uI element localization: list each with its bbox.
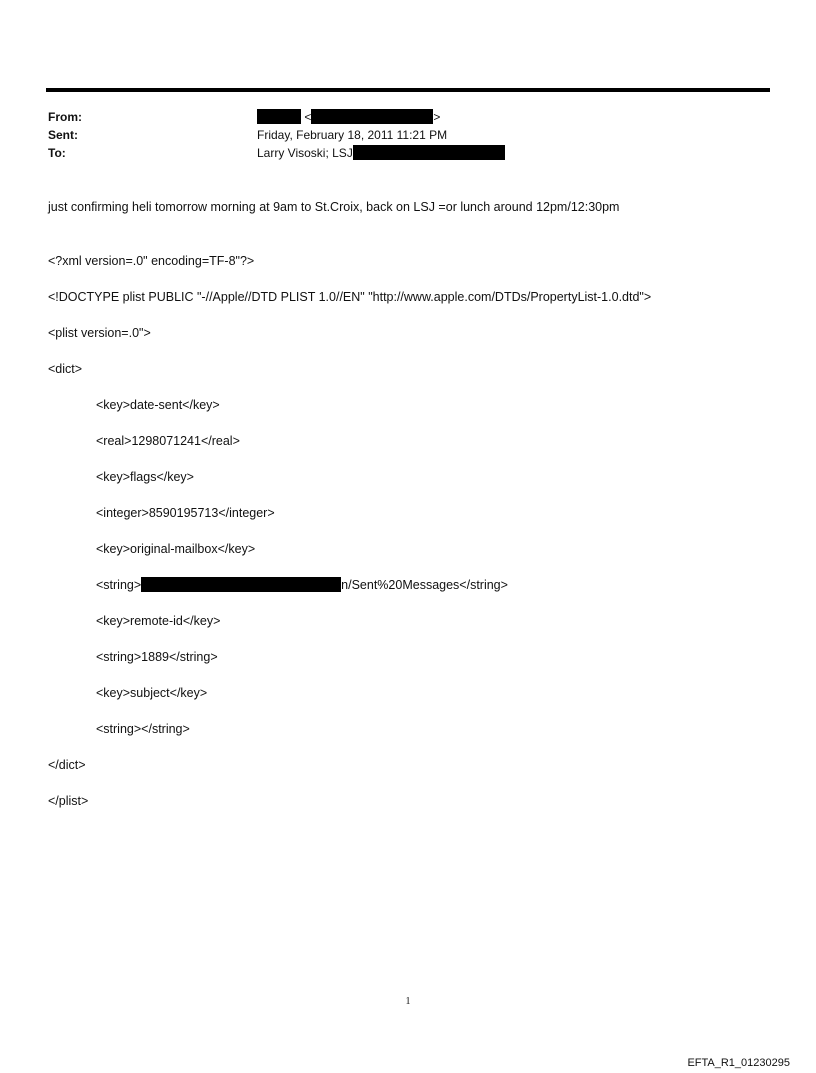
page-number: 1 xyxy=(405,996,411,1007)
key-subject: <key>subject</key> xyxy=(96,686,208,700)
from-value xyxy=(257,108,440,126)
value-subject: <string></string> xyxy=(96,722,190,736)
key-remote-id: <key>remote-id</key> xyxy=(96,614,221,628)
from-angle-open: < xyxy=(304,110,312,124)
key-original-mailbox: <key>original-mailbox</key> xyxy=(96,542,256,556)
value-remote-id: <string>1889</string> xyxy=(96,650,218,664)
message-body: just confirming heli tomorrow morning at 9am to St.Croix, back on LSJ =or lunch around 12pm/12:30pm xyxy=(48,200,620,214)
sent-label: Sent: xyxy=(48,128,78,142)
to-value xyxy=(257,144,505,162)
from-label: From: xyxy=(48,110,82,124)
value-mailbox-string xyxy=(48,576,651,594)
string-suffix: n/Sent%20Messages</string> xyxy=(341,578,508,592)
dict-open: <dict> xyxy=(48,362,83,376)
from-angle-close: > xyxy=(433,110,441,124)
to-recipients: Larry Visoski; LSJ xyxy=(257,146,353,160)
string-prefix: <string> xyxy=(96,578,142,592)
dict-close: </dict> xyxy=(48,758,86,772)
to-label: To: xyxy=(48,146,66,160)
header-rule xyxy=(46,88,770,92)
plist-close: </plist> xyxy=(48,794,89,808)
xml-declaration: <?xml version=.0" encoding=TF-8"?> xyxy=(48,254,255,268)
sent-value: Friday, February 18, 2011 11:21 PM xyxy=(257,128,448,142)
doctype-line: <!DOCTYPE plist PUBLIC "-//Apple//DTD PLIST 1.0//EN" "http://www.apple.com/DTDs/PropertyList-1.0.dtd"> xyxy=(48,290,652,304)
value-integer: <integer>8590195713</integer> xyxy=(96,506,275,520)
plist-open: <plist version=.0"> xyxy=(48,326,151,340)
redaction-block xyxy=(257,109,301,124)
key-date-sent: <key>date-sent</key> xyxy=(96,398,220,412)
key-flags: <key>flags</key> xyxy=(96,470,194,484)
value-real: <real>1298071241</real> xyxy=(96,434,240,448)
redaction-block xyxy=(353,145,505,160)
redaction-block xyxy=(311,109,433,124)
bates-number: EFTA_R1_01230295 xyxy=(687,1057,790,1069)
redaction-block xyxy=(141,577,341,592)
plist-content xyxy=(48,234,651,828)
